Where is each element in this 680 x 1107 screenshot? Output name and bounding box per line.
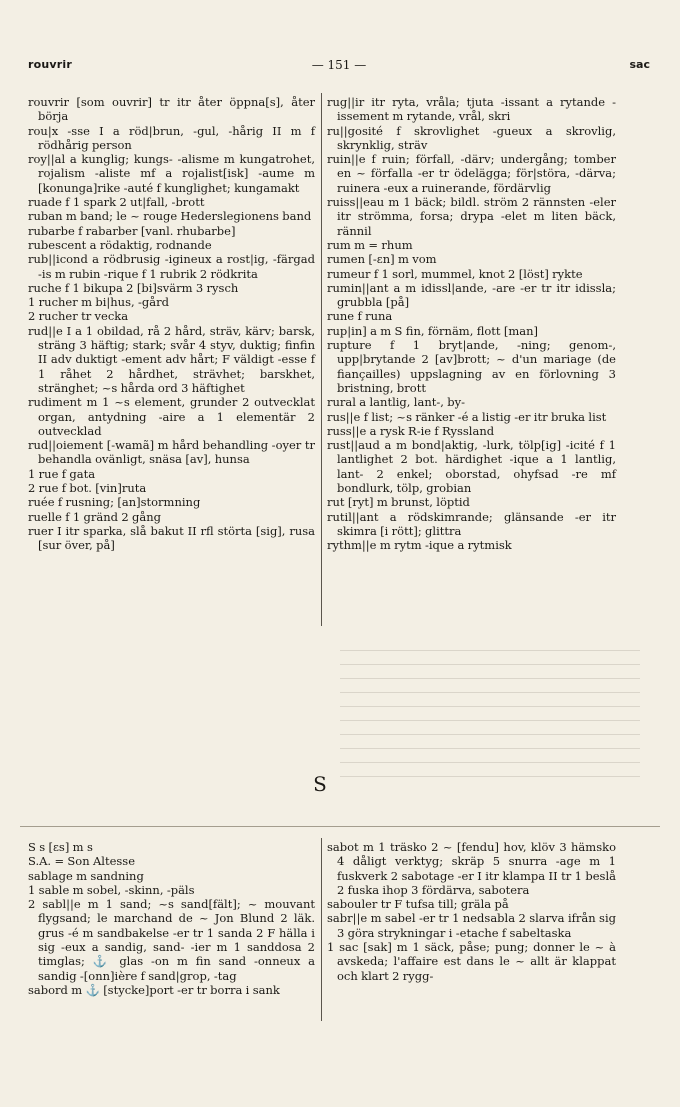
guideword-right: sac — [629, 58, 650, 71]
column-bottom-right — [327, 840, 616, 983]
dictionary-entry: ruche f 1 bikupa 2 [bi]svärm 3 rysch — [28, 280, 239, 295]
dictionary-entry: S s [ɛs] m s — [28, 840, 93, 854]
dictionary-entry: rust||aud a m bond|aktig, -lurk, tölp[ig] -icité f 1 lantlighet 2 bot. härdighet -ique a 1 lantlig, lant- 2 enkel; oborstad, ohyfsad -re mf bondlurk, tölp, grobian — [327, 438, 616, 496]
dictionary-entry: ru||gosité f skrovlighet -gueux a skrovlig, skrynklig, sträv — [327, 123, 616, 152]
dictionary-entry: rut [ryt] m brunst, löptid — [327, 495, 470, 510]
dictionary-entry: rou|x -sse I a röd|brun, -gul, -hårig II m f rödhårig person — [28, 123, 315, 152]
dictionary-entry: 1 rucher m bi|hus, -gård — [28, 295, 169, 310]
dictionary-entry: 1 sac [sak] m 1 säck, påse; pung; donner le ~ à avskeda; l'affaire est dans le ~ allt är klappat och klart 2 rygg- — [327, 940, 616, 983]
dictionary-entry: rub||icond a rödbrusig -igineux a rost|ig, -färgad -is m rubin -rique f 1 rubrik 2 rödkrita — [28, 252, 315, 281]
column-bottom-left — [28, 840, 315, 997]
dictionary-entry: rumeur f 1 sorl, mummel, knot 2 [löst] rykte — [327, 266, 583, 281]
section-divider — [20, 826, 660, 827]
dictionary-entry: sabouler tr F tufsa till; gräla på — [327, 897, 509, 912]
dictionary-entry: 2 sabl||e m 1 sand; ~s sand[fält]; ~ mouvant flygsand; le marchand de ~ Jon Blund 2 läk. grus -é m sandbakelse -er tr 1 sanda 2 F hälla i sig -eux a sandig, sand- -ier m 1 sanddosa 2 timglas; ⚓ glas -on m fin sand -onneux a sandig -[onn]ière f sand|grop, -tag — [28, 897, 315, 983]
dictionary-entry: ruade f 1 spark 2 ut|fall, -brott — [28, 195, 205, 210]
dictionary-entry: rud||e I a 1 obildad, rå 2 hård, sträv, kärv; barsk, sträng 3 häftig; stark; svår 4 styv, duktig; finfin II adv duktigt -ement adv hårt; F väldigt -esse f 1 råhet 2 hårdhet, strävhet; barskhet, stränghet; ~s hårda ord 3 häftighet — [28, 323, 315, 395]
dictionary-entry: rythm||e m rytm -ique a rytmisk — [327, 538, 512, 553]
dictionary-entry: sabord m ⚓ [stycke]port -er tr borra i sank — [28, 982, 280, 997]
dictionary-entry: rubarbe f rabarber [vanl. rhubarbe] — [28, 223, 236, 238]
dictionary-entry: rumen [-ɛn] m vom — [327, 252, 437, 267]
dictionary-entry: rupture f 1 bryt|ande, -ning; genom-, upp|brytande 2 [av]brott; ~ d'un mariage (de fiançailles) uppslagning av en förlovning 3 bristning, brott — [327, 338, 616, 395]
dictionary-entry: 1 rue f gata — [28, 466, 96, 481]
column-divider-top — [321, 93, 322, 626]
dictionary-entry: rup|in] a m S fin, förnäm, flott [man] — [327, 323, 539, 338]
dictionary-entry: ruer I itr sparka, slå bakut II rfl störta [sig], rusa [sur över, på] — [28, 523, 315, 553]
column-divider-bottom — [321, 838, 322, 1021]
section-letter: S — [313, 772, 327, 796]
dictionary-entry: ruin||e f ruin; förfall, -därv; undergång; tomber en ~ förfalla -er tr ödelägga; för|störa, -därva; ruinera -eux a ruinerande, fördärvlig — [327, 152, 616, 195]
dictionary-entry: ruiss||eau m 1 bäck; bildl. ström 2 rännsten -eler itr strömma, forsa; drypa -elet m liten bäck, rännil — [327, 195, 616, 238]
dictionary-entry: russ||e a rysk R-ie f Ryssland — [327, 423, 495, 438]
dictionary-entry: ruban m band; le ~ rouge Hederslegionens band — [28, 209, 312, 224]
dictionary-entry: rouvrir [som ouvrir] tr itr åter öppna[s], åter börja — [28, 95, 315, 124]
dictionary-entry: 1 sable m sobel, -skinn, -päls — [28, 882, 195, 897]
dictionary-entry: 2 rucher tr vecka — [28, 309, 129, 324]
dictionary-entry: rural a lantlig, lant-, by- — [327, 395, 465, 410]
page-number: — 151 — — [311, 58, 367, 72]
dictionary-entry: sabot m 1 träsko 2 ~ [fendu] hov, klöv 3 hämsko 4 dåligt verktyg; skräp 5 snurra -age m 1 fuskverk 2 sabotage -er I itr klampa II tr 1 beslå 2 fuska ihop 3 fördärva, sabotera — [327, 840, 616, 897]
dictionary-entry: 2 rue f bot. [vin]ruta — [28, 481, 147, 496]
page-header — [28, 58, 650, 76]
dictionary-entry: rutil||ant a rödskimrande; glänsande -er itr skimra [i rött]; glittra — [327, 509, 616, 538]
dictionary-entry: ruelle f 1 gränd 2 gång — [28, 509, 162, 524]
dictionary-entry: rumin||ant a m idissl|ande, -are -er tr itr idissla; grubbla [på] — [327, 280, 616, 310]
column-top-left — [28, 95, 315, 553]
dictionary-entry: S.A. = Son Altesse — [28, 854, 136, 869]
dictionary-entry: rud||oiement [-wamã] m hård behandling -oyer tr behandla ovänligt, snäsa [av], hunsa — [28, 438, 315, 467]
dictionary-entry: rune f runa — [327, 309, 393, 324]
dictionary-entry: roy||al a kunglig; kungs- -alisme m kungatrohet, rojalism -aliste mf a rojalist[isk] -aume m [konunga]rike -auté f kunglighet; kungamakt — [28, 152, 315, 195]
dictionary-entry: sablage m sandning — [28, 868, 144, 883]
dictionary-entry: rudiment m 1 ~s element, grunder 2 outvecklat organ, antydning -aire a 1 elementär 2 outvecklad — [28, 395, 315, 438]
dictionary-entry: rum m = rhum — [327, 237, 413, 252]
dictionary-entry: rug||ir itr ryta, vråla; tjuta -issant a rytande -issement m rytande, vrål, skri — [327, 95, 616, 124]
dictionary-entry: sabr||e m sabel -er tr 1 nedsabla 2 slarva ifrån sig 3 göra strykningar i -etache f sabeltaska — [327, 911, 616, 940]
dictionary-entry: ruée f rusning; [an]stormning — [28, 495, 201, 510]
dictionary-entry: rus||e f list; ~s ränker -é a listig -er itr bruka list — [327, 409, 607, 424]
dictionary-entry: rubescent a rödaktig, rodnande — [28, 237, 212, 252]
column-top-right — [327, 95, 616, 553]
guideword-left: rouvrir — [28, 58, 73, 71]
